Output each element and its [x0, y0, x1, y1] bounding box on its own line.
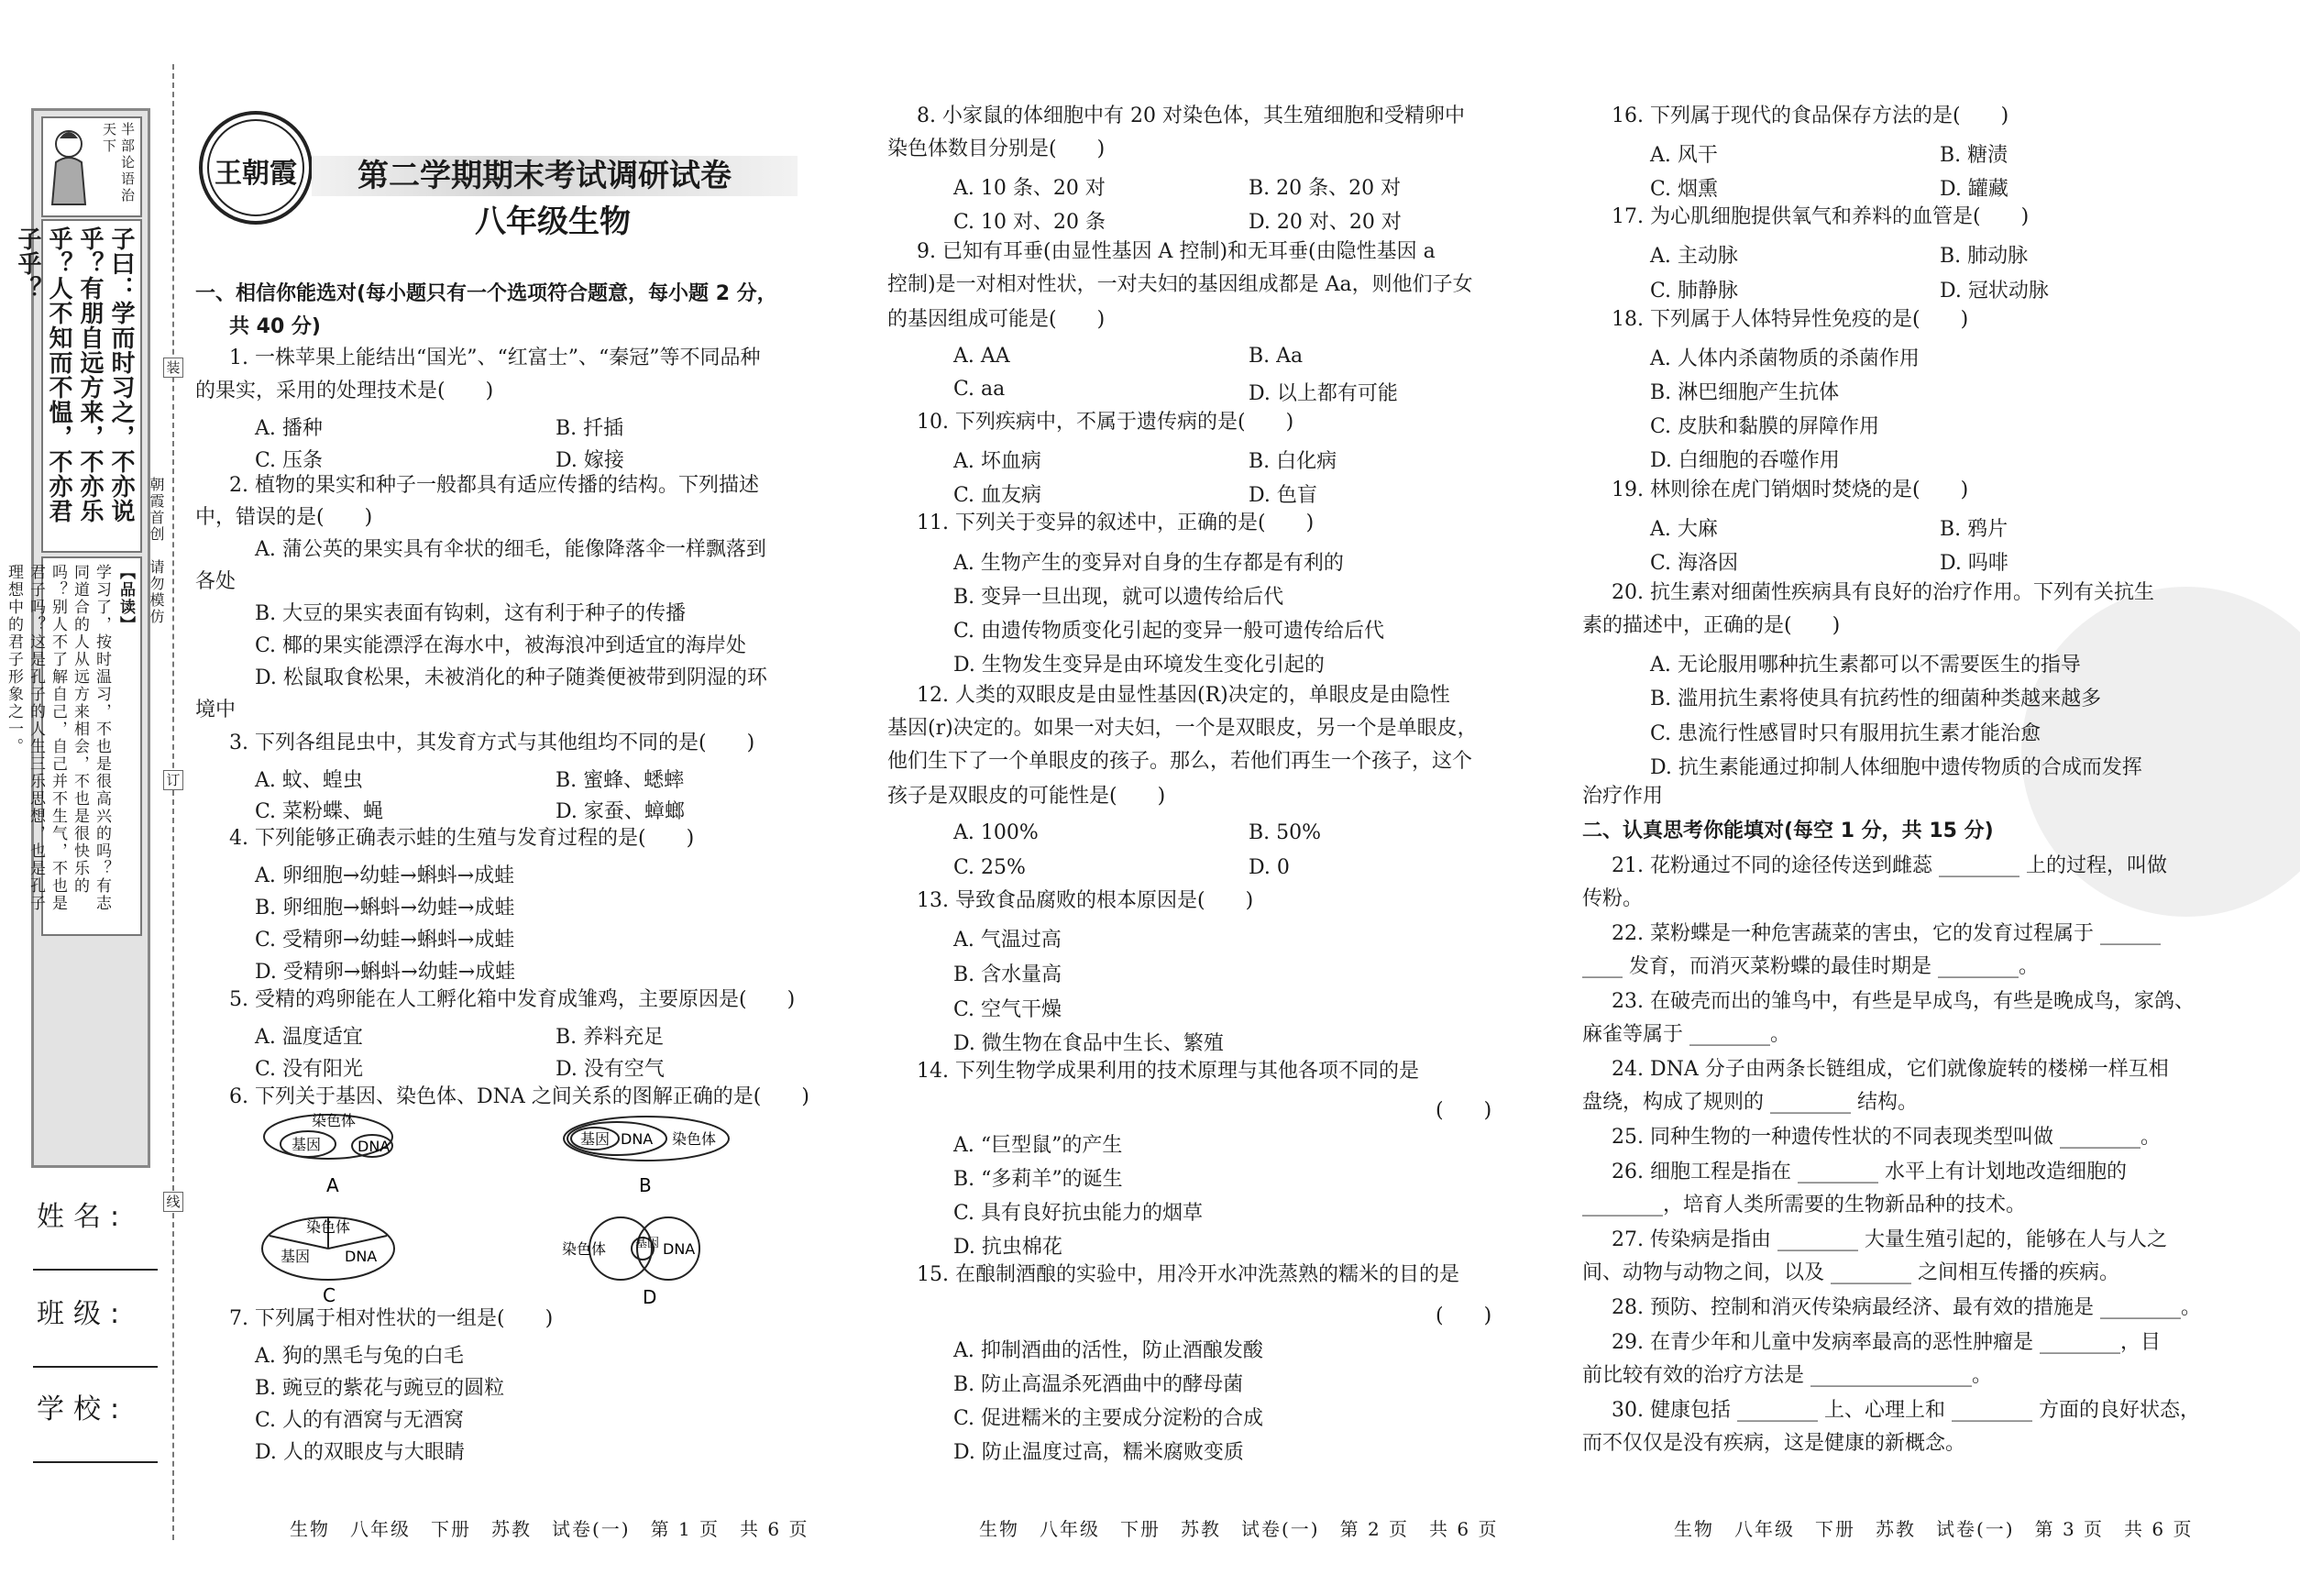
q4-option-c[interactable]: C. 受精卵→幼蛙→蝌蚪→成蛙: [255, 929, 515, 952]
confucius-figure: [47, 126, 91, 208]
q20-option-d[interactable]: D. 抗生素能通过抑制人体细胞中遗传物质的合成而发挥: [1650, 756, 2142, 779]
q9-option-a[interactable]: A. AA: [953, 345, 1010, 368]
sidebar-panel: [5, 108, 150, 1168]
q18-option-d[interactable]: D. 白细胞的吞噬作用: [1650, 449, 1840, 472]
q26-stem-cont: ________，培育人类所需要的生物新品种的技术。: [1582, 1194, 2027, 1216]
q20-option-a[interactable]: A. 无论服用哪种抗生素都可以不需要医生的指导: [1650, 654, 2081, 677]
q1-stem-cont: 的果实，采用的处理技术是( ): [195, 380, 494, 402]
q13-option-a[interactable]: A. 气温过高: [953, 929, 1062, 952]
comment-label: 【品读】: [116, 564, 135, 633]
q30-stem-cont: 而不仅仅是没有疾病，这是健康的新概念。: [1582, 1432, 1966, 1455]
q3-option-c[interactable]: C. 菜粉蝶、蝇: [255, 800, 384, 823]
q16-option-d[interactable]: D. 罐藏: [1940, 178, 2008, 201]
q4-option-b[interactable]: B. 卵细胞→蝌蚪→幼蛙→成蛙: [255, 897, 515, 919]
q14-option-c[interactable]: C. 具有良好抗虫能力的烟草: [953, 1202, 1204, 1225]
q2-option-b[interactable]: B. 大豆的果实表面有钩刺，这有利于种子的传播: [255, 602, 687, 625]
q14-paren[interactable]: ( ): [1436, 1099, 1492, 1122]
q6-diagram-a[interactable]: [255, 1111, 420, 1203]
q20-option-b[interactable]: B. 滥用抗生素将使具有抗药性的细菌种类越来越多: [1650, 688, 2102, 710]
q27-stem-cont: 间、动物与动物之间，以及 ________ 之间相互传播的疾病。: [1582, 1261, 2119, 1284]
diagram-b-chromosome-label: 染色体: [672, 1130, 717, 1148]
diagram-d-letter: D: [643, 1286, 657, 1308]
q20-stem: 20. 抗生素对细菌性疾病具有良好的治疗作用。下列有关抗生: [1612, 581, 2154, 604]
q13-option-d[interactable]: D. 微生物在食品中生长、繁殖: [953, 1032, 1224, 1055]
q5-option-d[interactable]: D. 没有空气: [556, 1058, 665, 1081]
section1-heading: 一、相信你能选对(每小题只有一个选项符合题意，每小题 2 分，: [195, 282, 777, 305]
q7-stem: 7. 下列属于相对性状的一组是( ): [229, 1307, 554, 1330]
q12-option-b[interactable]: B. 50%: [1249, 821, 1322, 844]
q21-stem-cont: 传粉。: [1582, 887, 1644, 910]
q17-option-c[interactable]: C. 肺静脉: [1650, 280, 1739, 303]
q8-stem-cont: 染色体数目分别是( ): [887, 138, 1106, 160]
diagram-a-dna-label: DNA: [358, 1138, 391, 1155]
q15-option-b[interactable]: B. 防止高温杀死酒曲中的酵母菌: [953, 1373, 1244, 1396]
quote-text: 子曰：学而时习之，不亦说乎？有朋自远方来，不亦乐乎？人不知而不愠，不亦君子乎？: [14, 226, 135, 523]
diagram-c-letter: C: [323, 1284, 336, 1306]
q26-stem: 26. 细胞工程是指在 ________ 水平上有计划地改造细胞的: [1612, 1161, 2127, 1183]
q1-option-a[interactable]: A. 播种: [255, 417, 323, 440]
q16-option-a[interactable]: A. 风干: [1650, 144, 1718, 167]
page2-footer: 生物 八年级 下册 苏教 试卷(一) 第 2 页 共 6 页: [979, 1518, 1499, 1540]
q18-option-c[interactable]: C. 皮肤和黏膜的屏障作用: [1650, 415, 1880, 438]
class-label: 班级:: [37, 1298, 129, 1330]
q10-option-a[interactable]: A. 坏血病: [953, 450, 1041, 473]
q8-option-c[interactable]: C. 10 对、20 条: [953, 211, 1106, 234]
diagram-c-dna-label: DNA: [345, 1248, 378, 1265]
diagram-d-chromosome-label: 染色体: [562, 1240, 607, 1258]
q15-option-c[interactable]: C. 促进糯米的主要成分淀粉的合成: [953, 1407, 1264, 1430]
q11-stem: 11. 下列关于变异的叙述中，正确的是( ): [917, 512, 1315, 534]
q18-option-b[interactable]: B. 淋巴细胞产生抗体: [1650, 381, 1840, 404]
q5-option-c[interactable]: C. 没有阳光: [255, 1058, 364, 1081]
q4-stem: 4. 下列能够正确表示蛙的生殖与发育过程的是( ): [229, 827, 695, 850]
q9-stem: 9. 已知有耳垂(由显性基因 A 控制)和无耳垂(由隐性基因 a: [917, 240, 1436, 263]
q3-option-d[interactable]: D. 家蚕、蟑螂: [556, 800, 685, 823]
q9-stem-cont: 控制)是一对相对性状，一对夫妇的基因组成都是 Aa，则他们子女: [887, 273, 1473, 296]
q8-option-a[interactable]: A. 10 条、20 对: [953, 177, 1106, 200]
q17-option-a[interactable]: A. 主动脉: [1650, 245, 1738, 268]
q13-option-c[interactable]: C. 空气干燥: [953, 998, 1062, 1021]
side-note: 朝霞首创 请勿模仿: [148, 477, 165, 625]
q6-diagram-b[interactable]: [555, 1111, 738, 1203]
comment-text: 学习了，按时温习，不也是很高兴的吗？有志同道合的人从远方来相会，不也是很快乐的吗？别人不了解自己，自己并不生气，不也是君子吗？这是孔子的人生三乐思想，也是孔子理想中的君子形象之一。: [5, 564, 111, 912]
q7-option-b[interactable]: B. 豌豆的紫花与豌豆的圆粒: [255, 1377, 505, 1400]
q4-option-a[interactable]: A. 卵细胞→幼蛙→蝌蚪→成蛙: [255, 864, 515, 887]
diagram-b-dna-label: DNA: [621, 1130, 654, 1148]
class-line[interactable]: [33, 1366, 158, 1368]
q1-option-b[interactable]: B. 扦插: [556, 417, 624, 440]
q15-stem: 15. 在酿制酒酿的实验中，用冷开水冲洗蒸熟的糯米的目的是: [917, 1263, 1459, 1286]
q10-option-c[interactable]: C. 血友病: [953, 484, 1042, 507]
q8-option-b[interactable]: B. 20 条、20 对: [1249, 177, 1402, 200]
q16-option-b[interactable]: B. 糖渍: [1940, 144, 2008, 167]
q14-option-b[interactable]: B. “多莉羊”的诞生: [953, 1168, 1123, 1191]
q3-option-a[interactable]: A. 蚊、蝗虫: [255, 769, 363, 792]
name-label: 姓名:: [37, 1201, 129, 1233]
q2-option-a-cont: 各处: [195, 570, 237, 593]
q3-stem: 3. 下列各组昆虫中，其发育方式与其他组均不同的是( ): [229, 732, 755, 754]
diagram-c-gene-label: 基因: [281, 1248, 311, 1265]
q11-option-d[interactable]: D. 生物发生变异是由环境发生变化引起的: [953, 654, 1325, 677]
seal-mark-1: 装: [163, 358, 183, 378]
q2-stem: 2. 植物的果实和种子一般都具有适应传播的结构。下列描述: [229, 474, 759, 497]
q10-option-d[interactable]: D. 色盲: [1249, 484, 1317, 507]
q4-option-d[interactable]: D. 受精卵→蝌蚪→幼蛙→成蛙: [255, 961, 516, 984]
q2-option-c[interactable]: C. 椰的果实能漂浮在海水中，被海浪冲到适宜的海岸处: [255, 634, 747, 657]
q12-option-a[interactable]: A. 100%: [953, 821, 1039, 844]
q18-option-a[interactable]: A. 人体内杀菌物质的杀菌作用: [1650, 347, 1920, 370]
seal-mark-3: 线: [163, 1192, 183, 1212]
q20-option-c[interactable]: C. 患流行性感冒时只有服用抗生素才能治愈: [1650, 722, 2041, 745]
q15-paren[interactable]: ( ): [1436, 1304, 1492, 1327]
q20-option-d-cont: 治疗作用: [1582, 785, 1664, 808]
q11-option-c[interactable]: C. 由遗传物质变化引起的变异一般可遗传给后代: [953, 620, 1385, 643]
q16-stem: 16. 下列属于现代的食品保存方法的是( ): [1612, 105, 2009, 127]
seal-mark-2: 订: [163, 770, 183, 790]
q5-option-b[interactable]: B. 养料充足: [556, 1026, 665, 1049]
q29-stem-cont: 前比较有效的治疗方法是 ________________。: [1582, 1364, 1992, 1387]
diagram-b-letter: B: [639, 1174, 652, 1196]
exam-title: 第二学期期末考试调研试卷: [358, 158, 732, 194]
q12-stem-cont3: 孩子是双眼皮的可能性是( ): [887, 785, 1166, 808]
binding-dashed-line: [172, 64, 174, 1540]
q9-option-b[interactable]: B. Aa: [1249, 345, 1304, 368]
diagram-a-chromosome-label: 染色体: [312, 1112, 357, 1129]
q2-option-d-cont: 境中: [195, 699, 237, 721]
q9-option-c[interactable]: C. aa: [953, 378, 1006, 401]
q8-stem: 8. 小家鼠的体细胞中有 20 对染色体，其生殖细胞和受精卵中: [917, 105, 1465, 127]
q12-option-d[interactable]: D. 0: [1249, 856, 1290, 879]
brand-logo: [196, 108, 315, 227]
q11-option-b[interactable]: B. 变异一旦出现，就可以遗传给后代: [953, 586, 1284, 609]
diagram-d-dna-label: DNA: [663, 1240, 696, 1258]
q6-diagram-c[interactable]: [255, 1208, 420, 1309]
comment-box: [5, 556, 142, 936]
q23-stem-cont: 麻雀等属于 ________。: [1582, 1023, 1790, 1046]
q17-option-b[interactable]: B. 肺动脉: [1940, 245, 2029, 268]
q1-stem: 1. 一株苹果上能结出“国光”、“红富士”、“秦冠”等不同品种: [229, 347, 761, 369]
exam-subtitle: 八年级生物: [475, 204, 631, 240]
logo-text: 王朝霞: [215, 158, 297, 190]
diagram-c-chromosome-label: 染色体: [306, 1218, 351, 1236]
q12-stem-cont: 基因(r)决定的。如果一对夫妇，一个是双眼皮，另一个是单眼皮，: [887, 717, 1478, 740]
q24-stem: 24. DNA 分子由两条长链组成，它们就像旋转的楼梯一样互相: [1612, 1058, 2169, 1081]
q17-stem: 17. 为心肌细胞提供氧气和养料的血管是( ): [1612, 205, 2030, 228]
q19-stem: 19. 林则徐在虎门销烟时焚烧的是( ): [1612, 479, 1969, 501]
school-line[interactable]: [33, 1461, 158, 1463]
banner-box: [41, 116, 142, 217]
q2-stem-cont: 中，错误的是( ): [195, 506, 373, 529]
q5-option-a[interactable]: A. 温度适宜: [255, 1026, 363, 1049]
q7-option-d[interactable]: D. 人的双眼皮与大眼睛: [255, 1441, 465, 1464]
q1-option-d[interactable]: D. 嫁接: [556, 449, 624, 472]
q11-option-a[interactable]: A. 生物产生的变异对自身的生存都是有利的: [953, 552, 1344, 575]
q12-option-c[interactable]: C. 25%: [953, 856, 1026, 879]
q16-option-c[interactable]: C. 烟熏: [1650, 178, 1719, 201]
q29-stem: 29. 在青少年和儿童中发病率最高的恶性肿瘤是 ________，目: [1612, 1331, 2161, 1354]
q14-option-d[interactable]: D. 抗虫棉花: [953, 1236, 1062, 1259]
q6-stem: 6. 下列关于基因、染色体、DNA 之间关系的图解正确的是( ): [229, 1085, 809, 1108]
q27-stem: 27. 传染病是指由 ________ 大量生殖引起的，能够在人与人之: [1612, 1228, 2167, 1251]
diagram-a-gene-label: 基因: [292, 1136, 322, 1153]
diagram-d-gene-label: 基因: [635, 1237, 660, 1250]
page3-footer: 生物 八年级 下册 苏教 试卷(一) 第 3 页 共 6 页: [1674, 1518, 2194, 1540]
q18-stem: 18. 下列属于人体特异性免疫的是( ): [1612, 308, 1969, 331]
q2-option-d[interactable]: D. 松鼠取食松果，未被消化的种子随粪便被带到阴湿的环: [255, 666, 767, 689]
diagram-b-gene-label: 基因: [580, 1130, 611, 1148]
q19-option-b[interactable]: B. 鸦片: [1940, 518, 2008, 541]
q1-option-c[interactable]: C. 压条: [255, 449, 324, 472]
q20-stem-cont: 素的描述中，正确的是( ): [1582, 614, 1841, 637]
q14-option-a[interactable]: A. “巨型鼠”的产生: [953, 1134, 1123, 1157]
q10-stem: 10. 下列疾病中，不属于遗传病的是( ): [917, 411, 1294, 434]
q19-option-c[interactable]: C. 海洛因: [1650, 552, 1739, 575]
q13-option-b[interactable]: B. 含水量高: [953, 963, 1062, 986]
diagram-a-letter: A: [326, 1174, 339, 1196]
q19-option-d[interactable]: D. 吗啡: [1940, 552, 2008, 575]
banner-text: 半部论语治天下: [101, 122, 136, 204]
q7-option-c[interactable]: C. 人的有酒窝与无酒窝: [255, 1409, 465, 1432]
q5-stem: 5. 受精的鸡卵能在人工孵化箱中发育成雏鸡，主要原因是( ): [229, 988, 796, 1011]
q30-stem: 30. 健康包括 ________ 上、心理上和 ________ 方面的良好状态，: [1612, 1399, 2200, 1422]
q21-stem: 21. 花粉通过不同的途径传送到雌蕊 ________ 上的过程，叫做: [1612, 854, 2167, 877]
q22-stem-cont: ____ 发育，而消灭菜粉蝶的最佳时期是 ________。: [1582, 955, 2039, 978]
q3-option-b[interactable]: B. 蜜蜂、蟋蟀: [556, 769, 685, 792]
q24-stem-cont: 盘绕，构成了规则的 ________ 结构。: [1582, 1091, 1918, 1114]
q8-option-d[interactable]: D. 20 对、20 对: [1249, 211, 1402, 234]
q15-option-d[interactable]: D. 防止温度过高，糯米腐败变质: [953, 1441, 1244, 1464]
q17-option-d[interactable]: D. 冠状动脉: [1940, 280, 2049, 303]
q25-stem: 25. 同种生物的一种遗传性状的不同表现类型叫做 ________。: [1612, 1126, 2161, 1149]
q19-option-a[interactable]: A. 大麻: [1650, 518, 1718, 541]
q28-stem: 28. 预防、控制和消灭传染病最经济、最有效的措施是 ________。: [1612, 1296, 2201, 1319]
page1-footer: 生物 八年级 下册 苏教 试卷(一) 第 1 页 共 6 页: [290, 1518, 809, 1540]
q7-option-a[interactable]: A. 狗的黑毛与兔的白毛: [255, 1345, 464, 1368]
quote-box: [14, 219, 142, 553]
q23-stem: 23. 在破壳而出的雏鸟中，有些是早成鸟，有些是晚成鸟，家鸽、: [1612, 990, 2195, 1013]
q6-diagram-d[interactable]: [555, 1208, 738, 1309]
q10-option-b[interactable]: B. 白化病: [1249, 450, 1337, 473]
school-label: 学校:: [37, 1393, 129, 1425]
q12-stem-cont2: 他们生下了一个单眼皮的孩子。那么，若他们再生一个孩子，这个: [887, 750, 1473, 773]
q15-option-a[interactable]: A. 抑制酒曲的活性，防止酒酿发酸: [953, 1339, 1263, 1362]
name-line[interactable]: [33, 1269, 158, 1271]
q9-option-d[interactable]: D. 以上都有可能: [1249, 382, 1398, 405]
section2-heading: 二、认真思考你能填对(每空 1 分，共 15 分): [1582, 820, 1994, 842]
q12-stem: 12. 人类的双眼皮是由显性基因(R)决定的，单眼皮是由隐性: [917, 684, 1450, 707]
section1-heading-cont: 共 40 分): [229, 315, 321, 338]
q13-stem: 13. 导致食品腐败的根本原因是( ): [917, 889, 1254, 912]
q22-stem: 22. 菜粉蝶是一种危害蔬菜的害虫，它的发育过程属于 ______: [1612, 922, 2161, 945]
q9-stem-cont2: 的基因组成可能是( ): [887, 308, 1106, 331]
q2-option-a[interactable]: A. 蒲公英的果实具有伞状的细毛，能像降落伞一样飘落到: [255, 538, 766, 561]
q14-stem: 14. 下列生物学成果利用的技术原理与其他各项不同的是: [917, 1060, 1419, 1083]
